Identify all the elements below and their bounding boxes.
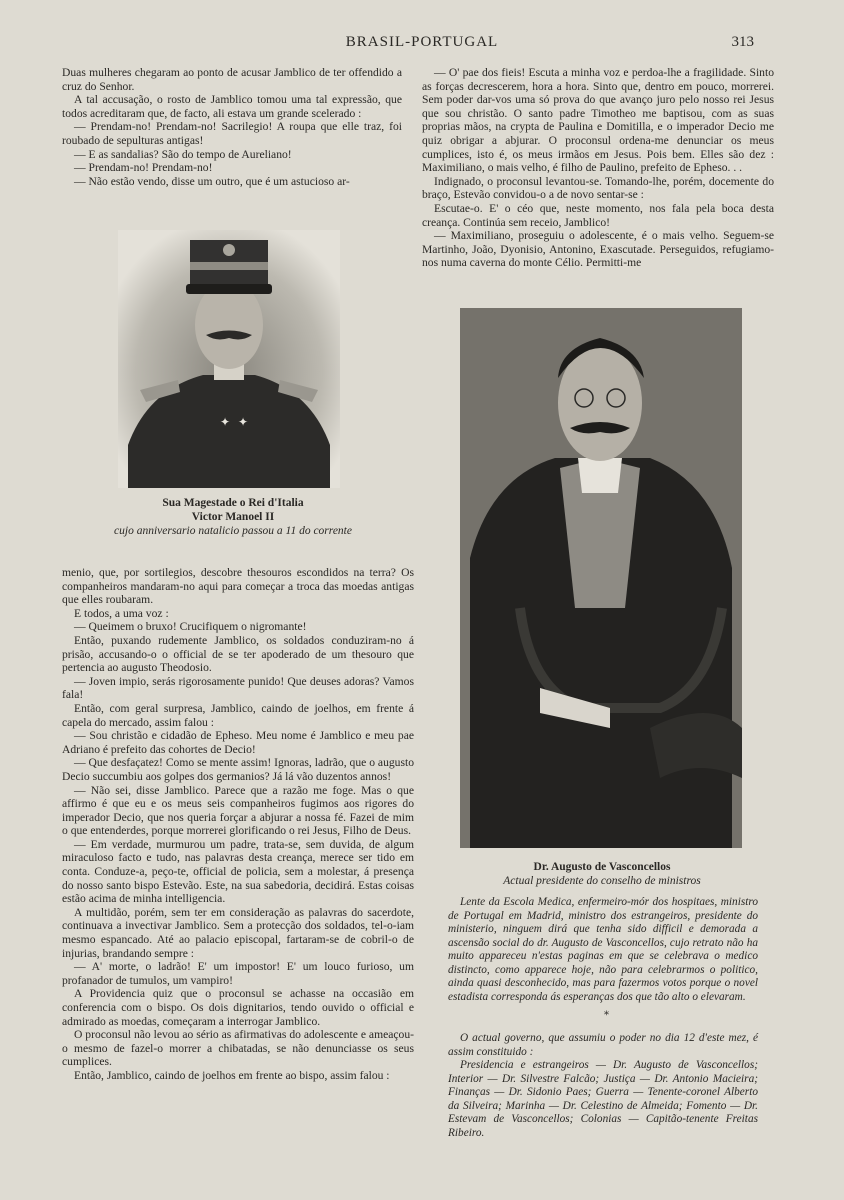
paragraph: Indignado, o proconsul levantou-se. Tomando-lhe, porém, docemente do braço, Estevão convidou-o a de novo sentar-se : [422, 174, 774, 202]
paragraph: — Não estão vendo, disse um outro, que é um astucioso ar- [74, 174, 350, 188]
caption-role: Actual presidente do conselho de ministros [503, 875, 701, 887]
king-portrait-photo [118, 230, 340, 488]
paragraph: A tal accusação, o rosto de Jamblico tomou uma tal expressão, que todos acreditaram que, de facto, ali estava um grande scelerado : [62, 93, 402, 120]
paragraph: — Prendam-no! Prendam-no! [74, 161, 213, 175]
paragraph: — Queimem o bruxo! Crucifiquem o nigromante! [74, 620, 307, 634]
paragraph: — Não sei, disse Jamblico. Parece que a razão me foge. Mas o que affirmo é que eu e os meus seis companheiros fugimos aos rigores do imperador Decio, que nos queria forçar a abjurar a nossa fé. Fazei de mim o que entenderdes, porque morrerei glorificando o rei Jesus, Filho de Deus. [62, 783, 414, 838]
caption-name: Dr. Augusto de Vasconcellos [533, 861, 671, 873]
svg-text:✦: ✦ [238, 415, 249, 429]
vasconcellos-caption [432, 860, 772, 888]
paragraph: O proconsul não levou ao sério as afirmativas do adolescente e ameaçou-o mesmo de fazel-o morrer a chibatadas, se não denunciasse os seus cumplices. [62, 1028, 414, 1069]
paragraph: menio, que, por sortilegios, descobre thesouros escondidos na terra? Os companheiros mandaram-no aqui para começar a troca das moedas antigas que elles roubaram. [62, 566, 414, 607]
vasconcellos-portrait-photo [460, 308, 742, 848]
caption-line: Sua Magestade o Rei d'Italia [162, 497, 304, 509]
paragraph: — Em verdade, murmurou um padre, trata-se, sem duvida, de algum miraculoso facto e tudo, nas palavras desta creança, merece ser tido em conta. Conduze-a, peço-te, official de policia, sem a molestar, á presença do nosso santo bispo Estevão. Este, na sua sabedoria, decidirá. Estas coisas estão acima de minha intelligencia. [62, 837, 414, 906]
paragraph: Então, Jamblico, caindo de joelhos em frente ao bispo, assim falou : [74, 1068, 390, 1082]
paragraph: — Joven impio, serás rigorosamente punido! Que deuses adoras? Vamos fala! [62, 674, 414, 702]
paragraph: Então, puxando rudemente Jamblico, os soldados conduziram-no á prisão, accusando-o o official de se ter apoderado de um thesouro que pertencia ao augusto Theodosio. [62, 633, 414, 675]
paragraph: Duas mulheres chegaram ao ponto de acusar Jamblico de ter offendido a cruz do Senhor. [62, 66, 402, 93]
column-a [62, 66, 402, 188]
caption-subtitle: cujo anniversario natalicio passou a 11 do corrente [114, 525, 352, 537]
paragraph: Escutae-o. E' o céo que, neste momento, nos fala pela boca desta creança. Continúa sem receio, Jamblico! [422, 201, 774, 229]
paragraph: A Providencia quiz que o proconsul se achasse na occasião em conferencia com o bispo. Os dois dignitarios, tendo ouvido o official e admirado as moedas, começaram a interrogar Jamblico. [62, 987, 414, 1028]
paragraph: — Maximiliano, proseguiu o adolescente, é o mais velho. Seguem-se Martinho, João, Dyonisio, Antonino, Exascutade. Perseguidos, refugiamo-nos numa caverna do monte Célio. Permitti-me [422, 229, 774, 270]
paragraph: — A' morte, o ladrão! E' um impostor! E' um louco furioso, um profanador de tumulos, um vampiro! [62, 960, 414, 987]
paragraph: Então, com geral surpresa, Jamblico, caindo de joelhos, em frente á capela do mercado, assim falou : [62, 701, 414, 729]
biography-paragraph [448, 896, 758, 1004]
running-title: BRASIL-PORTUGAL [345, 34, 499, 50]
paragraph: E todos, a uma voz : [74, 606, 169, 620]
caption-line: Victor Manoel II [191, 511, 275, 523]
government-list [448, 1032, 758, 1140]
paragraph: A multidão, porém, sem ter em consideração as palavras do sacerdote, continuava a invectivar Jamblico. Sem a protecção dos soldados, tel-o-iam mesmo espancado. Até ao palacio episcopal, fartaram-se de cobril-o de injurias, brandando sempre : [62, 905, 414, 960]
paragraph: — Sou christão e cidadão de Epheso. Meu nome é Jamblico e meu pae Adriano é prefeito das cohortes de Decio! [62, 729, 414, 756]
paragraph: — Que desfaçatez! Como se mente assim! Ignoras, ladrão, que o augusto Decio succumbiu aos golpes dos germanios? Já lá vão duzentos annos! [62, 756, 414, 783]
paragraph: — E as sandalias? São do tempo de Aureliano! [74, 147, 292, 161]
paragraph: — O' pae dos fieis! Escuta a minha voz e perdoa-lhe a fragilidade. Sinto as forças decrescerem, hora a hora. Sinto que, dentro em pouco, morrerei. Sem poder dar-vos uma só prova do que avanço juro pelo nosso rei Jesus que sou christão. O santo padre Timotheo me baptisou, com as suas proprias mãos, na crypta de Paulina e Domitilla, e o imperador Decio me quiz obrigar a abjurar. O proconsul ordena-me denunciar os meus cumplices, isto é, os meus irmãos em Jesus. Pois bem. Elles são dez : Maximiliano, o mais velho, é filho de Paulino, prefeito de Epheso. . . [422, 66, 774, 175]
paragraph: — Prendam-no! Prendam-no! Sacrilegio! A roupa que elle traz, foi roubado de sepulturas antigas! [62, 120, 402, 147]
section-separator: * [604, 1010, 609, 1021]
column-b [62, 566, 414, 1083]
paragraph: O actual governo, que assumiu o poder no dia 12 d'este mez, é assim constituido : [448, 1032, 758, 1058]
paragraph: Lente da Escola Medica, enfermeiro-mór dos hospitaes, ministro de Portugal em Madrid, ministro dos estrangeiros, presidente do ministerio, ninguem dirá que tenha sido difficil e demorada a ascensão social do dr. Augusto de Vasconcellos, cujo retrato não ha muito appareceu n'estas paginas em que se celebrava o medico distincto, como apparece hoje, não para celebrarmos o politico, ainda quasi desconhecido, mas para fazermos votos porque o novel estadista corresponda ás esperanças dos que tão alto o elevaram. [448, 896, 758, 1003]
page-number: 313 [731, 34, 754, 50]
column-c [422, 66, 774, 270]
king-caption [92, 496, 374, 538]
svg-text:✦: ✦ [220, 415, 231, 429]
paragraph: Presidencia e estrangeiros — Dr. Augusto de Vasconcellos; Interior — Dr. Silvestre Falcão; Justiça — Dr. Antonio Macieira; Finanças — Dr. Sidonio Paes; Guerra — Tenente-coronel Alberto da Silveira; Marinha — Dr. Celestino de Almeida; Fomento — Dr. Estevam de Vasconcellos; Colonias — Capitão-tenente Freitas Ribeiro. [448, 1059, 758, 1139]
